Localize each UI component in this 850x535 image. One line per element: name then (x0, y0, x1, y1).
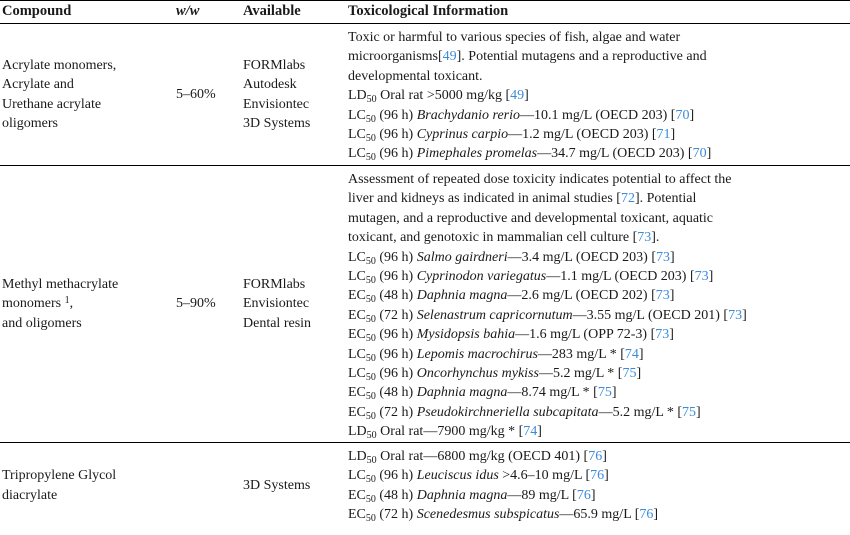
table-row (0, 166, 850, 443)
citation-ref[interactable]: 76 (639, 507, 654, 523)
tox-line: $LC_{50}$ (96 h) Brachydanio rerio—10.1 mg/L (OECD 203) [70] (348, 107, 695, 125)
citation-ref[interactable]: 73 (656, 249, 671, 265)
citation-ref[interactable]: 71 (656, 127, 671, 143)
available-line: FORMlabs (243, 57, 306, 73)
table-header (0, 1, 850, 24)
ww-value: 5–90% (176, 296, 216, 312)
tox-line: developmental toxicant. (348, 68, 483, 84)
compound-line: diacrylate (2, 487, 58, 503)
compound-line: Acrylate monomers, (2, 57, 117, 73)
citation-ref[interactable]: 73 (637, 230, 652, 246)
available-line: FORMlabs (243, 276, 306, 292)
tox-line: liver and kidneys as indicated in animal studies [72]. Potential (348, 191, 697, 207)
tox-line: $EC_{50}$ (48 h) Daphnia magna—89 mg/L [76] (348, 487, 596, 505)
table-row (0, 443, 850, 529)
tox-line: $LC_{50}$ (96 h) Salmo gairdneri—3.4 mg/L (OECD 203) [73] (348, 249, 675, 267)
toxicological-information-cell (348, 166, 850, 443)
citation-ref[interactable]: 75 (682, 404, 697, 420)
tox-line: $LC_{50}$ (96 h) Cyprinodon variegatus—1.1 mg/L (OECD 203) [73] (348, 269, 714, 287)
compound-line: Urethane acrylate (2, 96, 102, 112)
tox-line: Toxic or harmful to various species of fish, algae and water (348, 30, 681, 45)
tox-line: $LC_{50}$ (96 h) Cyprinus carpio—1.2 mg/L (OECD 203) [71] (348, 127, 676, 145)
citation-ref[interactable]: 70 (692, 146, 707, 162)
citation-ref[interactable]: 73 (694, 269, 709, 285)
compound-line: Acrylate and (2, 77, 74, 93)
available-cell (243, 24, 348, 166)
compound-line: monomers $^1$, (2, 295, 74, 312)
col-header-compound: Compound (0, 1, 176, 24)
tox-line: $LC_{50}$ (96 h) Oncorhynchus mykiss—5.2 mg/L * [75] (348, 366, 642, 384)
ww-cell (176, 166, 243, 443)
col-header-toxicological-information: Toxicological Information (348, 1, 850, 24)
table-body (0, 24, 850, 529)
citation-ref[interactable]: 76 (588, 449, 603, 464)
citation-ref[interactable]: 74 (523, 424, 538, 440)
toxicological-information-cell (348, 443, 850, 529)
citation-ref[interactable]: 75 (622, 366, 637, 382)
tox-line: $LD_{50}$ Oral rat >5000 mg/kg [49] (348, 88, 529, 106)
available-line: Envisiontec (243, 96, 310, 112)
tox-line: $EC_{50}$ (72 h) Selenastrum capricornutum—3.55 mg/L (OECD 201) [73] (348, 307, 747, 325)
tox-line: $EC_{50}$ (48 h) Daphnia magna—2.6 mg/L (OECD 202) [73] (348, 288, 675, 306)
ww-cell (176, 24, 243, 166)
available-cell (243, 166, 348, 443)
tox-line: $EC_{50}$ (72 h) Pseudokirchneriella subcapitata—5.2 mg/L * [75] (348, 404, 701, 422)
tox-line: $LD_{50}$ Oral rat—7900 mg/kg * [74] (348, 424, 542, 442)
compound-cell (0, 443, 176, 529)
compound-line: Tripropylene Glycol (2, 468, 117, 484)
citation-ref[interactable]: 76 (590, 468, 605, 484)
citation-ref[interactable]: 75 (597, 385, 612, 401)
compound-cell (0, 166, 176, 443)
citation-ref[interactable]: 70 (675, 107, 690, 123)
col-header-available: Available (243, 1, 348, 24)
citation-ref[interactable]: 49 (442, 49, 457, 65)
citation-ref[interactable]: 74 (624, 346, 639, 362)
tox-line: $LD_{50}$ Oral rat—6800 mg/kg (OECD 401) [76] (348, 449, 607, 466)
compound-line: Methyl methacrylate (2, 276, 119, 292)
tox-line: $EC_{50}$ (48 h) Daphnia magna—8.74 mg/L * [75] (348, 385, 617, 403)
tox-line: $LC_{50}$ (96 h) Leuciscus idus >4.6–10 mg/L [76] (348, 468, 609, 486)
citation-ref[interactable]: 73 (728, 307, 743, 323)
tox-line: $LC_{50}$ (96 h) Lepomis macrochirus—283 mg/L * [74] (348, 346, 644, 364)
tox-line: $EC_{50}$ (96 h) Mysidopsis bahia—1.6 mg/L (OPP 72-3) [73] (348, 327, 674, 345)
tox-line: mutagen, and a reproductive and developmental toxicant, aquatic (348, 210, 714, 226)
available-line: Envisiontec (243, 296, 310, 312)
table-row (0, 24, 850, 166)
ww-value: 5–60% (176, 86, 216, 102)
tox-line: toxicant, and genotoxic in mammalian cell culture [73]. (348, 230, 660, 246)
tox-line: $EC_{50}$ (72 h) Scenedesmus subspicatus—65.9 mg/L [76] (348, 507, 659, 525)
compound-cell (0, 24, 176, 166)
citation-ref[interactable]: 72 (620, 191, 635, 207)
tox-line: Assessment of repeated dose toxicity indicates potential to affect the (348, 172, 732, 187)
available-line: Dental resin (243, 315, 312, 331)
header-row (0, 1, 850, 24)
available-line: 3D Systems (243, 115, 311, 131)
available-line: 3D Systems (243, 478, 311, 494)
citation-ref[interactable]: 73 (655, 288, 670, 304)
citation-ref[interactable]: 76 (576, 487, 591, 503)
citation-ref[interactable]: 49 (510, 88, 525, 104)
tox-line: $LC_{50}$ (96 h) Pimephales promelas—34.7 mg/L (OECD 203) [70] (348, 146, 712, 164)
compound-line: oligomers (2, 115, 58, 131)
toxicological-information-cell (348, 24, 850, 166)
available-cell (243, 443, 348, 529)
tox-line: microorganisms[49]. Potential mutagens and a reproductive and (348, 49, 707, 65)
compound-line: and oligomers (2, 315, 82, 331)
citation-ref[interactable]: 73 (655, 327, 670, 343)
ww-cell (176, 443, 243, 529)
col-header-ww: w/w (176, 1, 243, 24)
available-line: Autodesk (243, 77, 297, 93)
